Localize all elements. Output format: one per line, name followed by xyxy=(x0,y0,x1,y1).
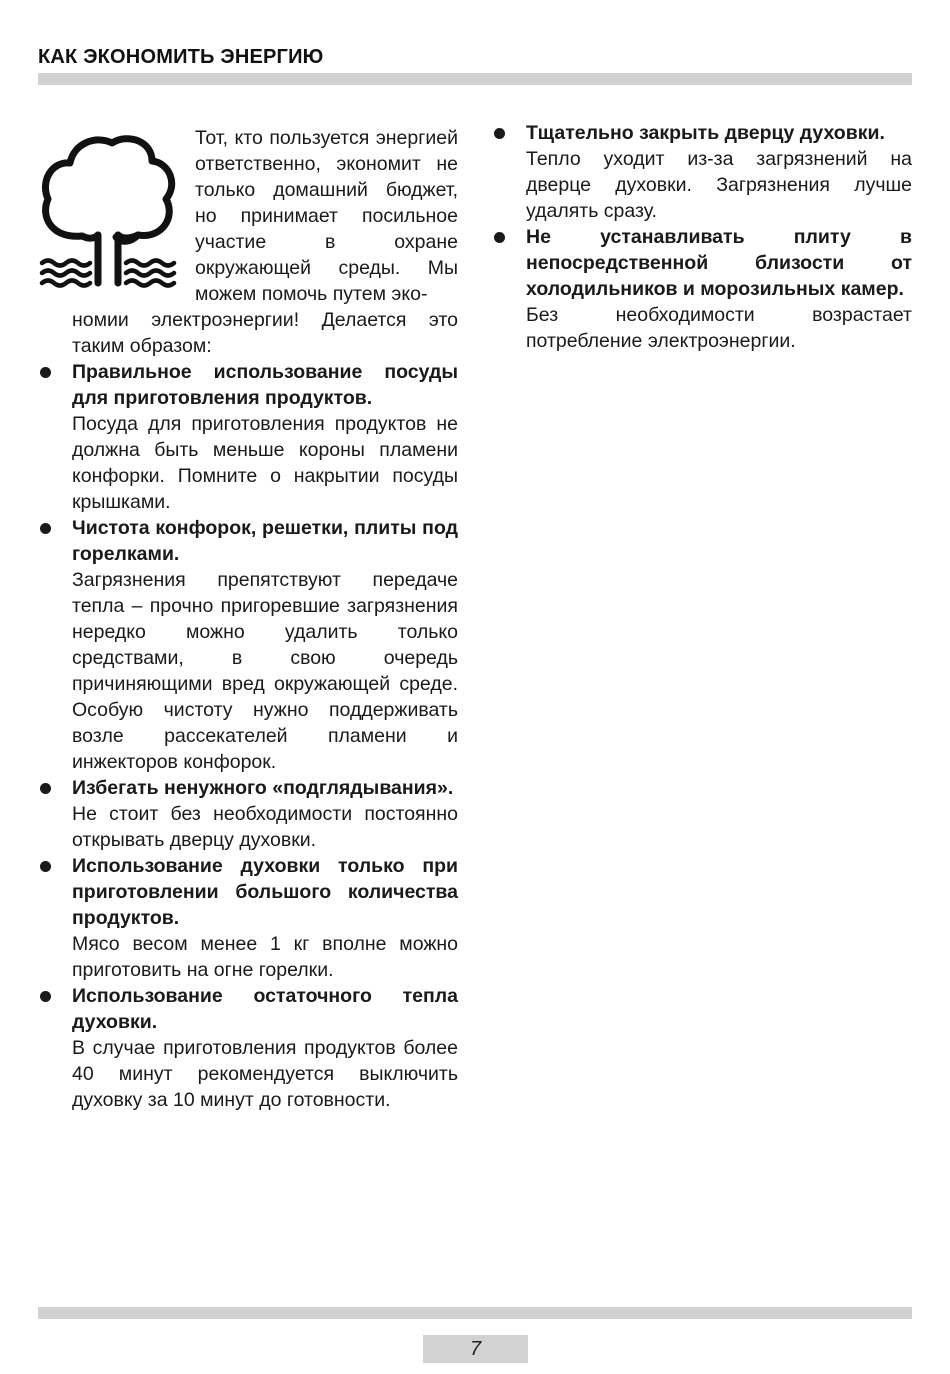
right-column xyxy=(490,120,912,354)
bullet-icon xyxy=(40,523,51,534)
item-title: Не устанавливать плиту в непосредственной близости от холодильников и морозильных камер. xyxy=(526,226,912,300)
item-body: В случае приготовления продуктов более 40 минут рекомендуется выключить духовку за 10 минут до готовности. xyxy=(72,1037,458,1111)
bullet-icon xyxy=(40,861,51,872)
item-title: Правильное использование посуды для приготовления продуктов. xyxy=(72,361,458,409)
page-title: КАК ЭКОНОМИТЬ ЭНЕРГИЮ xyxy=(38,46,324,68)
header-divider xyxy=(38,73,912,85)
left-column xyxy=(38,125,458,1113)
item-title: Избегать ненужного «подглядывания». xyxy=(72,777,454,799)
page-number: 7 xyxy=(423,1335,528,1363)
item-title: Использование остаточного тепла духовки. xyxy=(72,985,458,1033)
item-body: Мясо весом менее 1 кг вполне можно приготовить на огне горелки. xyxy=(72,933,458,981)
list-item xyxy=(38,359,458,515)
intro-text-continued: номии электроэнергии! Делается это таким образом: xyxy=(72,309,458,357)
bullet-icon xyxy=(40,783,51,794)
item-body: Не стоит без необходимости постоянно открывать дверцу духовки. xyxy=(72,803,458,851)
list-item xyxy=(490,224,912,354)
item-title: Чистота конфорок, решетки, плиты под горелками. xyxy=(72,517,458,565)
bullet-icon xyxy=(494,232,505,243)
bullet-icon xyxy=(40,367,51,378)
intro-text: Тот, кто пользуется энергией ответственно, экономит не только домашний бюджет, но принимает посильное участие в охране окружающей среды. Мы можем помочь путем эко- xyxy=(195,127,458,305)
list-item xyxy=(38,853,458,983)
bullet-icon xyxy=(40,991,51,1002)
item-title: Тщательно закрыть дверцу духовки. xyxy=(526,122,885,144)
item-body: Тепло уходит из-за загрязнений на дверце духовки. Загрязнения лучше удалять сразу. xyxy=(526,148,912,222)
tree-on-water-icon xyxy=(38,131,178,289)
list-item xyxy=(490,120,912,224)
list-item xyxy=(38,983,458,1113)
list-item xyxy=(38,515,458,775)
item-body: Загрязнения препятствуют передаче тепла – прочно пригоревшие загрязнения нередко можно удалить только средствами, в свою очередь причиняющими вред окружающей среде. Особую чистоту нужно поддерживать возле рассекателей пламени и инжекторов конфорок. xyxy=(72,569,458,773)
list-item xyxy=(38,775,458,853)
intro-section xyxy=(38,125,458,359)
item-body: Посуда для приготовления продуктов не должна быть меньше короны пламени конфорки. Помните о накрытии посуды крышками. xyxy=(72,413,458,513)
item-title: Использование духовки только при приготовлении большого количества продуктов. xyxy=(72,855,458,929)
footer-divider xyxy=(38,1307,912,1319)
bullet-icon xyxy=(494,128,505,139)
item-body: Без необходимости возрастает потребление электроэнергии. xyxy=(526,304,912,352)
